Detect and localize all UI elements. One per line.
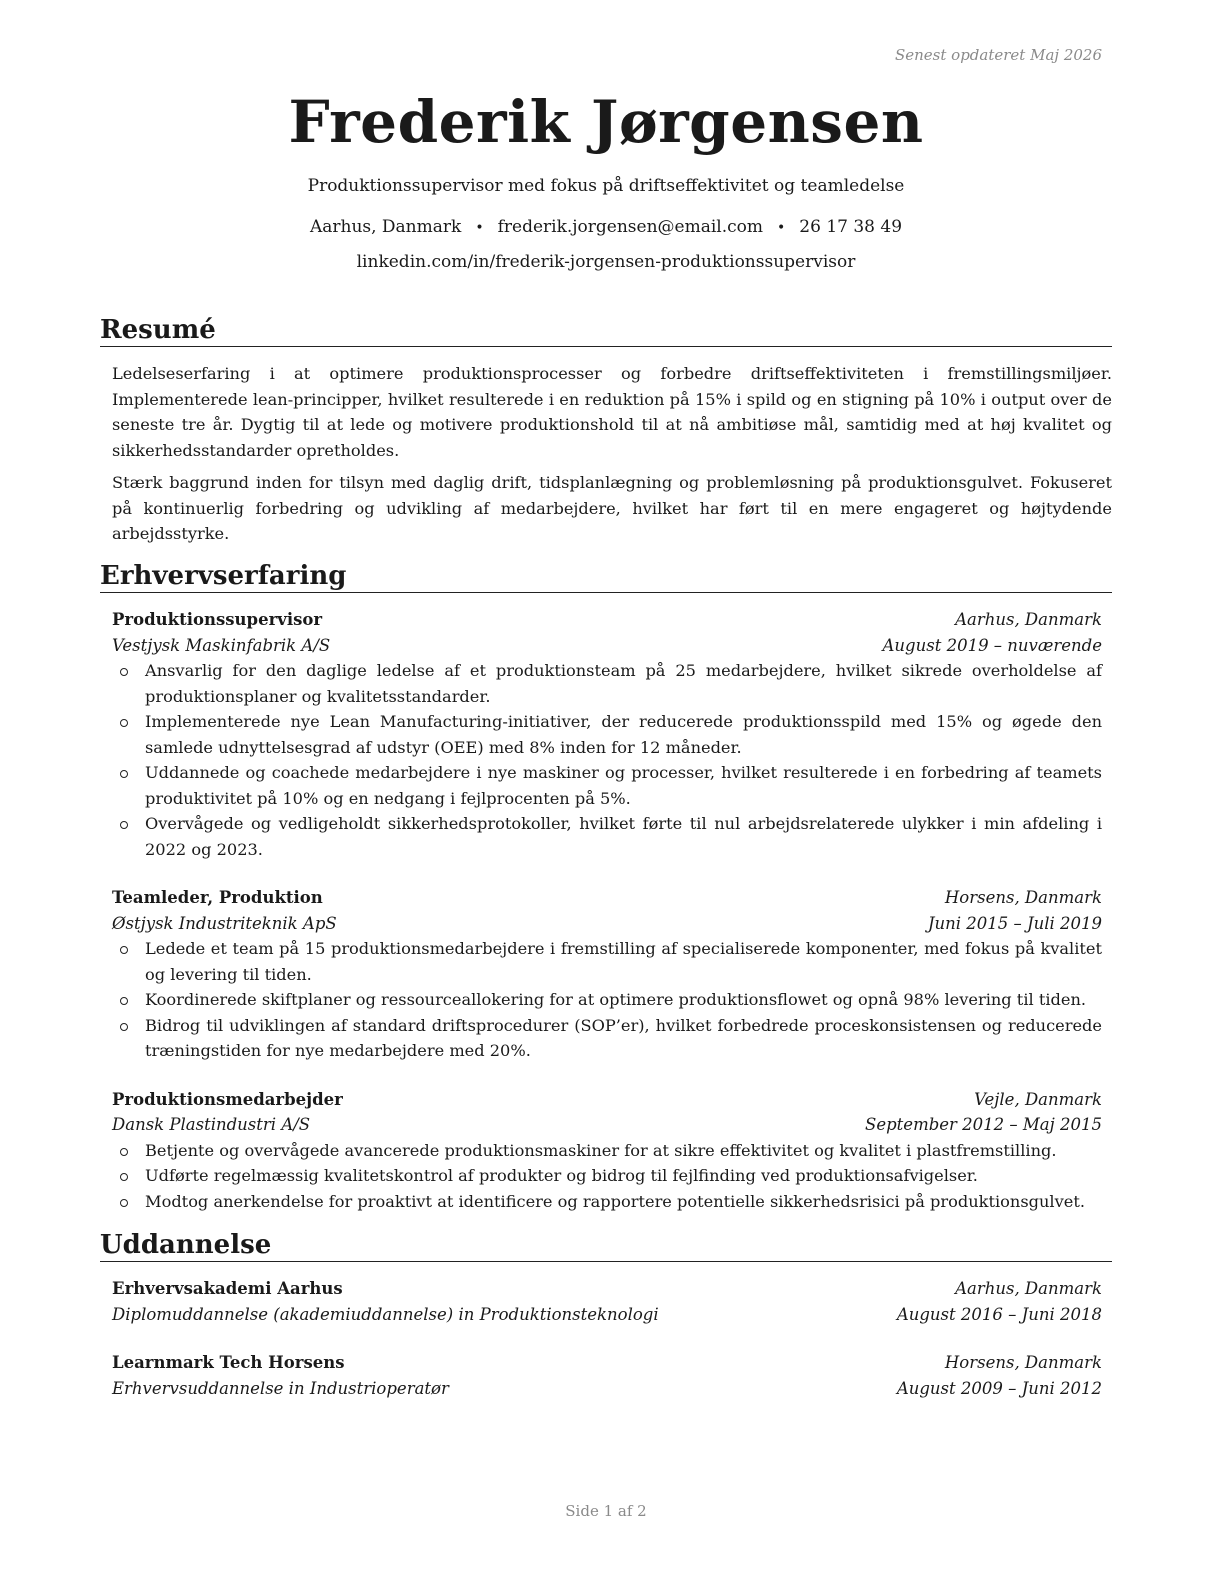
summary-section bbox=[100, 314, 1112, 547]
last-updated: Senest opdateret Maj 2026 bbox=[894, 46, 1102, 64]
job-location: Vejle, Danmark bbox=[974, 1089, 1102, 1109]
job-role: Produktionsmedarbejder bbox=[112, 1089, 343, 1109]
education-entry bbox=[112, 1350, 1102, 1401]
job-entry bbox=[112, 885, 1102, 1064]
job-entry bbox=[112, 1087, 1102, 1215]
job-company: Dansk Plastindustri A/S bbox=[112, 1115, 311, 1134]
education-section bbox=[100, 1229, 1112, 1401]
list-item: Bidrog til udviklingen af standard driftsprocedurer (SOP’er), hvilket forbedrede proceskonsistensen og reducerede træningstiden for nye medarbejdere med 20%. bbox=[112, 1013, 1102, 1064]
list-item: Udførte regelmæssig kvalitetskontrol af produkter og bidrog til fejlfinding ved produktionsafvigelser. bbox=[112, 1163, 1102, 1189]
contact-linkedin[interactable]: linkedin.com/in/frederik-jorgensen-produktionssupervisor bbox=[356, 252, 856, 272]
summary-paragraph: Ledelseserfaring i at optimere produktionsprocesser og forbedre driftseffektiviteten i fremstillingsmiljøer. Implementerede lean-principper, hvilket resulterede i en reduktion på 15% i spild og en stigning på 10% i output over de seneste tre år. Dygtig til at lede og motivere produktionshold til at nå ambitiøse mål, samtidig med at høj kvalitet og sikkerhedsstandarder opretholdes. bbox=[112, 364, 1112, 460]
job-company: Vestjysk Maskinfabrik A/S bbox=[112, 635, 331, 655]
school-location: Aarhus, Danmark bbox=[955, 1279, 1102, 1298]
contact-line bbox=[100, 214, 1112, 241]
list-item: Betjente og overvågede avancerede produktionsmaskiner for at sikre effektivitet og kvalitet i plastfremstilling. bbox=[112, 1138, 1102, 1164]
list-item: Implementerede nye Lean Manufacturing-initiativer, der reducerede produktionsspild med 15% og øgede den samlede udnyttelsesgrad af udstyr (OEE) med 8% inden for 12 måneder. bbox=[112, 709, 1102, 760]
page-number: Side 1 af 2 bbox=[565, 1502, 647, 1520]
section-title-summary: Resumé bbox=[100, 314, 1112, 347]
job-company: Østjysk Industriteknik ApS bbox=[112, 913, 337, 933]
job-dates: September 2012 – Maj 2015 bbox=[865, 1115, 1102, 1134]
education-entry bbox=[112, 1276, 1102, 1327]
contact-location: Aarhus, Danmark bbox=[309, 217, 462, 237]
list-item: Modtog anerkendelse for proaktivt at identificere og rapportere potentielle sikkerhedsrisici på produktionsgulvet. bbox=[112, 1189, 1102, 1215]
job-role: Teamleder, Produktion bbox=[112, 888, 323, 907]
degree: Erhvervsuddannelse in Industrioperatør bbox=[112, 1378, 449, 1398]
bullet-separator: • bbox=[475, 220, 484, 236]
job-bullets bbox=[112, 1138, 1102, 1215]
education-dates: August 2016 – Juni 2018 bbox=[896, 1304, 1102, 1324]
job-bullets bbox=[112, 936, 1102, 1064]
list-item: Ledede et team på 15 produktionsmedarbejdere i fremstilling af specialiserede komponenter, med fokus på kvalitet og levering til tiden. bbox=[112, 936, 1102, 987]
job-location: Horsens, Danmark bbox=[944, 888, 1102, 907]
job-dates: Juni 2015 – Juli 2019 bbox=[927, 913, 1102, 933]
contact-phone: 26 17 38 49 bbox=[799, 217, 903, 237]
job-dates: August 2019 – nuværende bbox=[882, 635, 1102, 655]
resume-page bbox=[100, 0, 1112, 1584]
job-role: Produktionssupervisor bbox=[112, 610, 323, 629]
list-item: Uddannede og coachede medarbejdere i nye maskiner og processer, hvilket resulterede i en forbedring af teamets produktivitet på 10% og en nedgang i fejlprocenten på 5%. bbox=[112, 760, 1102, 811]
summary-paragraph: Stærk baggrund inden for tilsyn med daglig drift, tidsplanlægning og problemløsning på produktionsgulvet. Fokuseret på kontinuerlig forbedring og udvikling af medarbejdere, hvilket har ført til en mere engageret og højtydende arbejdsstyrke. bbox=[112, 473, 1112, 543]
section-title-education: Uddannelse bbox=[100, 1229, 1112, 1262]
job-location: Aarhus, Danmark bbox=[955, 610, 1102, 629]
job-bullets bbox=[112, 658, 1102, 862]
candidate-name: Frederik Jørgensen bbox=[288, 88, 924, 156]
bullet-separator: • bbox=[777, 220, 786, 236]
list-item: Koordinerede skiftplaner og ressourceallokering for at optimere produktionsflowet og opnå 98% levering til tiden. bbox=[112, 987, 1102, 1013]
contact-email[interactable]: frederik.jorgensen@email.com bbox=[497, 217, 764, 237]
resume-header bbox=[100, 86, 1112, 275]
experience-section bbox=[100, 560, 1112, 1214]
education-dates: August 2009 – Juni 2012 bbox=[896, 1378, 1102, 1398]
list-item: Overvågede og vedligeholdt sikkerhedsprotokoller, hvilket førte til nul arbejdsrelaterede ulykker i min afdeling i 2022 og 2023. bbox=[112, 811, 1102, 862]
list-item: Ansvarlig for den daglige ledelse af et produktionsteam på 25 medarbejdere, hvilket sikrede overholdelse af produktionsplaner og kvalitetsstandarder. bbox=[112, 658, 1102, 709]
section-title-experience: Erhvervserfaring bbox=[100, 560, 1112, 593]
school-location: Horsens, Danmark bbox=[944, 1353, 1102, 1372]
headline: Produktionssupervisor med fokus på driftseffektivitet og teamledelse bbox=[307, 176, 905, 196]
job-entry bbox=[112, 607, 1102, 862]
degree: Diplomuddannelse (akademiuddannelse) in Produktionsteknologi bbox=[112, 1304, 659, 1324]
school-name: Learnmark Tech Horsens bbox=[112, 1353, 345, 1372]
school-name: Erhvervsakademi Aarhus bbox=[112, 1279, 343, 1298]
